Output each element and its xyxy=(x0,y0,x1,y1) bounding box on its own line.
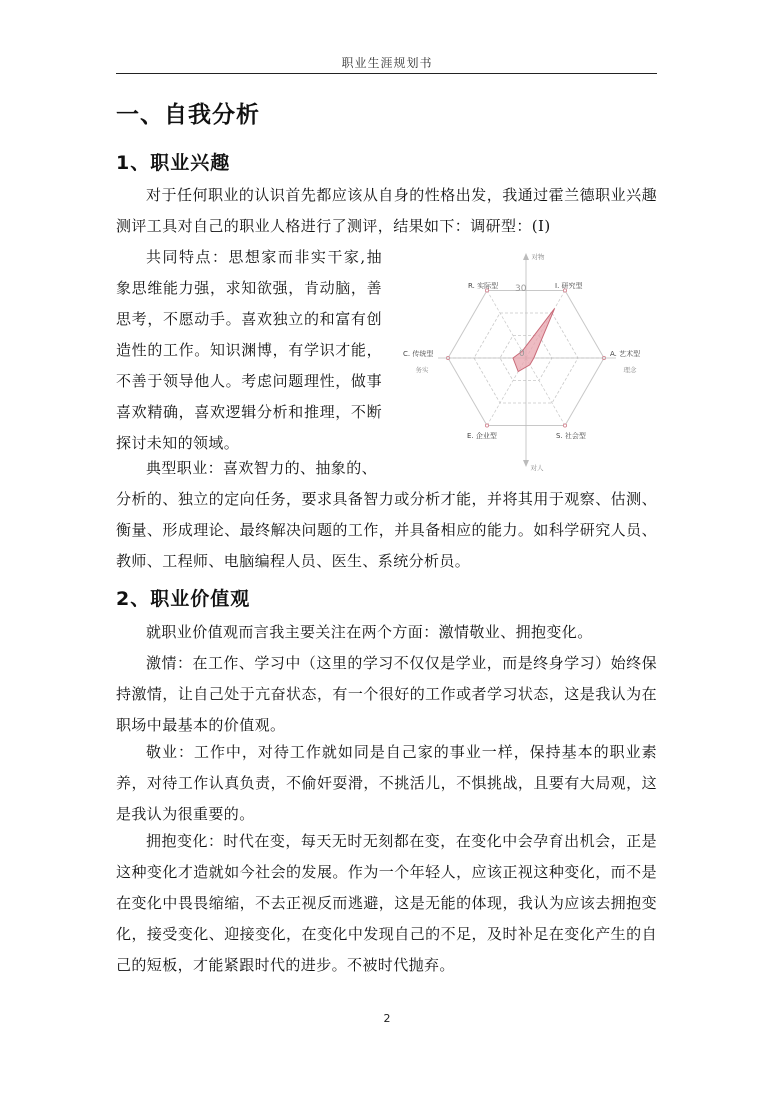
embrace-change-paragraph: 拥抱变化：时代在变，每天无时无刻都在变，在变化中会孕育出机会，正是这种变化才造就如今社会的发展。作为一个年轻人，应该正视这种变化，而不是在变化中畏畏缩缩，不去正视反而逃避，这是无能的体现，我认为应该去拥抱变化，接受变化、迎接变化，在变化中发现自己的不足，及时补足在变化产生的自己的短板，才能紧跟时代的进步。不被时代抛弃。 xyxy=(116,832,657,974)
radar-axis-arrow-bottom xyxy=(523,460,529,467)
radar-axis-label-right: 理念 xyxy=(623,366,637,374)
radar-category-label: A. 艺术型 xyxy=(610,350,641,358)
holland-radar-chart xyxy=(398,248,680,474)
typical-career-lead: 典型职业：喜欢智力的、抽象的、 xyxy=(146,459,378,477)
radar-axis-label-top: 对物 xyxy=(531,253,545,261)
typical-career-paragraph: 分析的、独立的定向任务，要求具备智力或分析才能，并将其用于观察、估测、衡量、形成理论、最终解决问题的工作，并具备相应的能力。如科学研究人员、教师、工程师、电脑编程人员、医生、系统分析员。 xyxy=(116,490,657,570)
radar-spoke xyxy=(487,290,526,358)
radar-category-label: R. 实际型 xyxy=(468,282,499,290)
dedication-paragraph: 敬业：工作中，对待工作就如同是自己家的事业一样，保持基本的职业素养，对待工作认真负责，不偷奸耍滑，不挑活儿，不惧挑战，且要有大局观，这是我认为很重要的。 xyxy=(116,743,657,823)
radar-vertex-marker xyxy=(485,424,488,427)
radar-axis-label-left: 务实 xyxy=(415,366,429,374)
radar-data-polygon xyxy=(513,308,555,371)
running-header: 职业生涯规划书 xyxy=(341,56,433,70)
radar-category-label: C. 传统型 xyxy=(403,350,434,358)
radar-category-label: S. 社会型 xyxy=(556,432,586,440)
values-intro-paragraph: 就职业价值观而言我主要关注在两个方面：激情敬业、拥抱变化。 xyxy=(146,623,593,641)
radar-axis-label-bottom: 对人 xyxy=(530,464,544,472)
subsection-title-interest: 1、职业兴趣 xyxy=(116,152,231,174)
radar-axis-arrow-top xyxy=(523,253,529,260)
radar-tick-label-0: 0 xyxy=(519,349,525,359)
header-divider xyxy=(116,73,657,74)
radar-vertex-marker xyxy=(563,424,566,427)
radar-category-label: I. 研究型 xyxy=(555,282,583,290)
passion-paragraph: 激情：在工作、学习中（这里的学习不仅仅是学业，而是终身学习）始终保持激情，让自己处于亢奋状态，有一个很好的工作或者学习状态，这是我认为在职场中最基本的价值观。 xyxy=(116,654,657,734)
section-title: 一、自我分析 xyxy=(116,102,260,128)
features-paragraph: 共同特点：思想家而非实干家,抽象思维能力强，求知欲强，肯动脑，善思考，不愿动手。喜欢独立的和富有创造性的工作。知识渊博，有学识才能，不善于领导他人。考虑问题理性，做事喜欢精确，喜欢逻辑分析和推理，不断探讨未知的领域。 xyxy=(116,248,382,452)
radar-spoke xyxy=(526,358,565,426)
page-number: 2 xyxy=(383,1012,391,1025)
subsection-title-values: 2、职业价值观 xyxy=(116,588,251,610)
interest-intro-paragraph: 对于任何职业的认识首先都应该从自身的性格出发，我通过霍兰德职业兴趣测评工具对自己的职业人格进行了测评，结果如下：调研型：(I) xyxy=(116,186,657,235)
radar-tick-label-30: 30 xyxy=(515,284,527,294)
radar-category-label: E. 企业型 xyxy=(467,432,497,440)
